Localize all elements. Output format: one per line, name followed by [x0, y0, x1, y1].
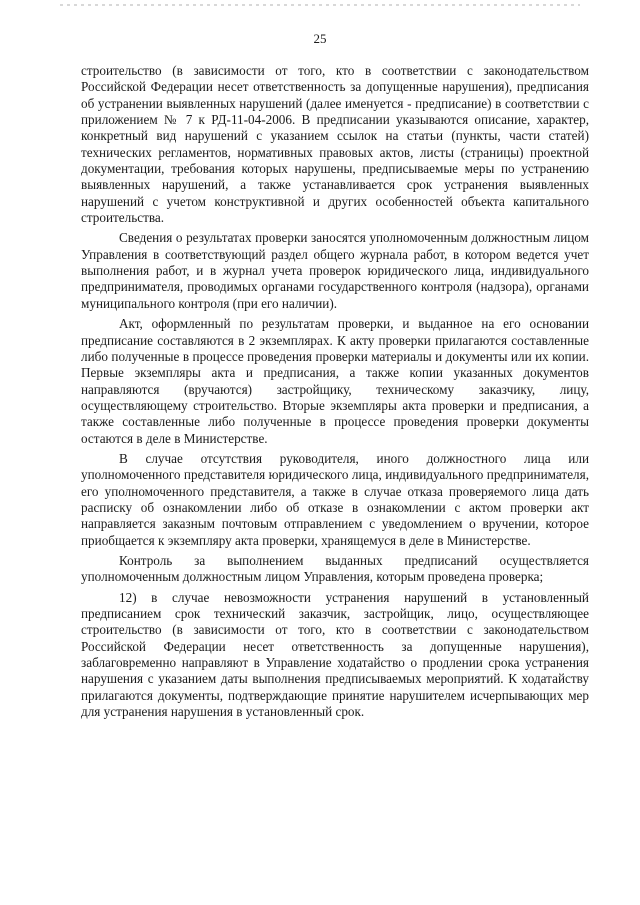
scan-edge-artifact [60, 4, 580, 6]
paragraph-5: Контроль за выполнением выданных предписаний осуществляется уполномоченным должностным лицом Управления, которым проведена проверка; [81, 552, 589, 585]
page-number: 25 [313, 31, 327, 46]
paragraph-2: Сведения о результатах проверки заносятся уполномоченным должностным лицом Управления в соответствующий раздел общего журнала работ, в котором ведется учет выполнения работ, и в журнал учета проверок юридического лица, индивидуального предпринимателя, проводимых органами государственного контроля (надзора), органами муниципального контроля (при его наличии). [81, 230, 589, 311]
document-body [81, 63, 589, 720]
paragraph-4: В случае отсутствия руководителя, иного должностного лица или уполномоченного представителя юридического лица, индивидуального предпринимателя, его уполномоченного представителя, а также в случае отказа проверяемого лица дать расписку об ознакомлении либо об отказе в ознакомлении с актом проверки акт направляется заказным почтовым отправлением с уведомлением о вручении, которое приобщается к экземпляру акта проверки, хранящемуся в деле в Министерстве. [81, 450, 589, 548]
paragraph-6: 12) в случае невозможности устранения нарушений в установленный предписанием срок технический заказчик, застройщик, лицо, осуществляющее строительство (в зависимости от того, кто в соответствии с законодательством Российской Федерации несет ответственность за допущенные нарушения), заблаговременно направляют в Управление ходатайство о продлении срока устранения нарушения с указанием даты выполнения предписываемых мероприятий. К ходатайству прилагаются документы, подтверждающие принятие нарушителем исчерпывающих мер для устранения нарушения в установленный срок. [81, 589, 589, 720]
paragraph-3: Акт, оформленный по результатам проверки, и выданное на его основании предписание составляются в 2 экземплярах. К акту проверки прилагаются составленные либо полученные в процессе проведения проверки материалы и документы или их копии. Первые экземпляры акта и предписания, а также копии указанных документов направляются (вручаются) застройщику, техническому заказчику, лицу, осуществляющему строительство. Вторые экземпляры акта проверки и предписания, а также составленные либо полученные в процессе проведения проверки документы остаются в деле в Министерстве. [81, 316, 589, 446]
paragraph-1: строительство (в зависимости от того, кто в соответствии с законодательством Российской Федерации несет ответственность за допущенные нарушения), предписания об устранении выявленных нарушений (далее именуется - предписание) в соответствии с приложением № 7 к РД-11-04-2006. В предписании указываются описание, характер, конкретный вид нарушений с указанием ссылок на статьи (пункты, части статей) технических регламентов, нормативных правовых актов, листы (страницы) проектной документации, требования которых нарушены, предписываемые меры по устранению выявленных нарушений, а также устанавливается срок устранения выявленных нарушений с учетом конструктивной и других особенностей объекта капитального строительства. [81, 63, 589, 226]
